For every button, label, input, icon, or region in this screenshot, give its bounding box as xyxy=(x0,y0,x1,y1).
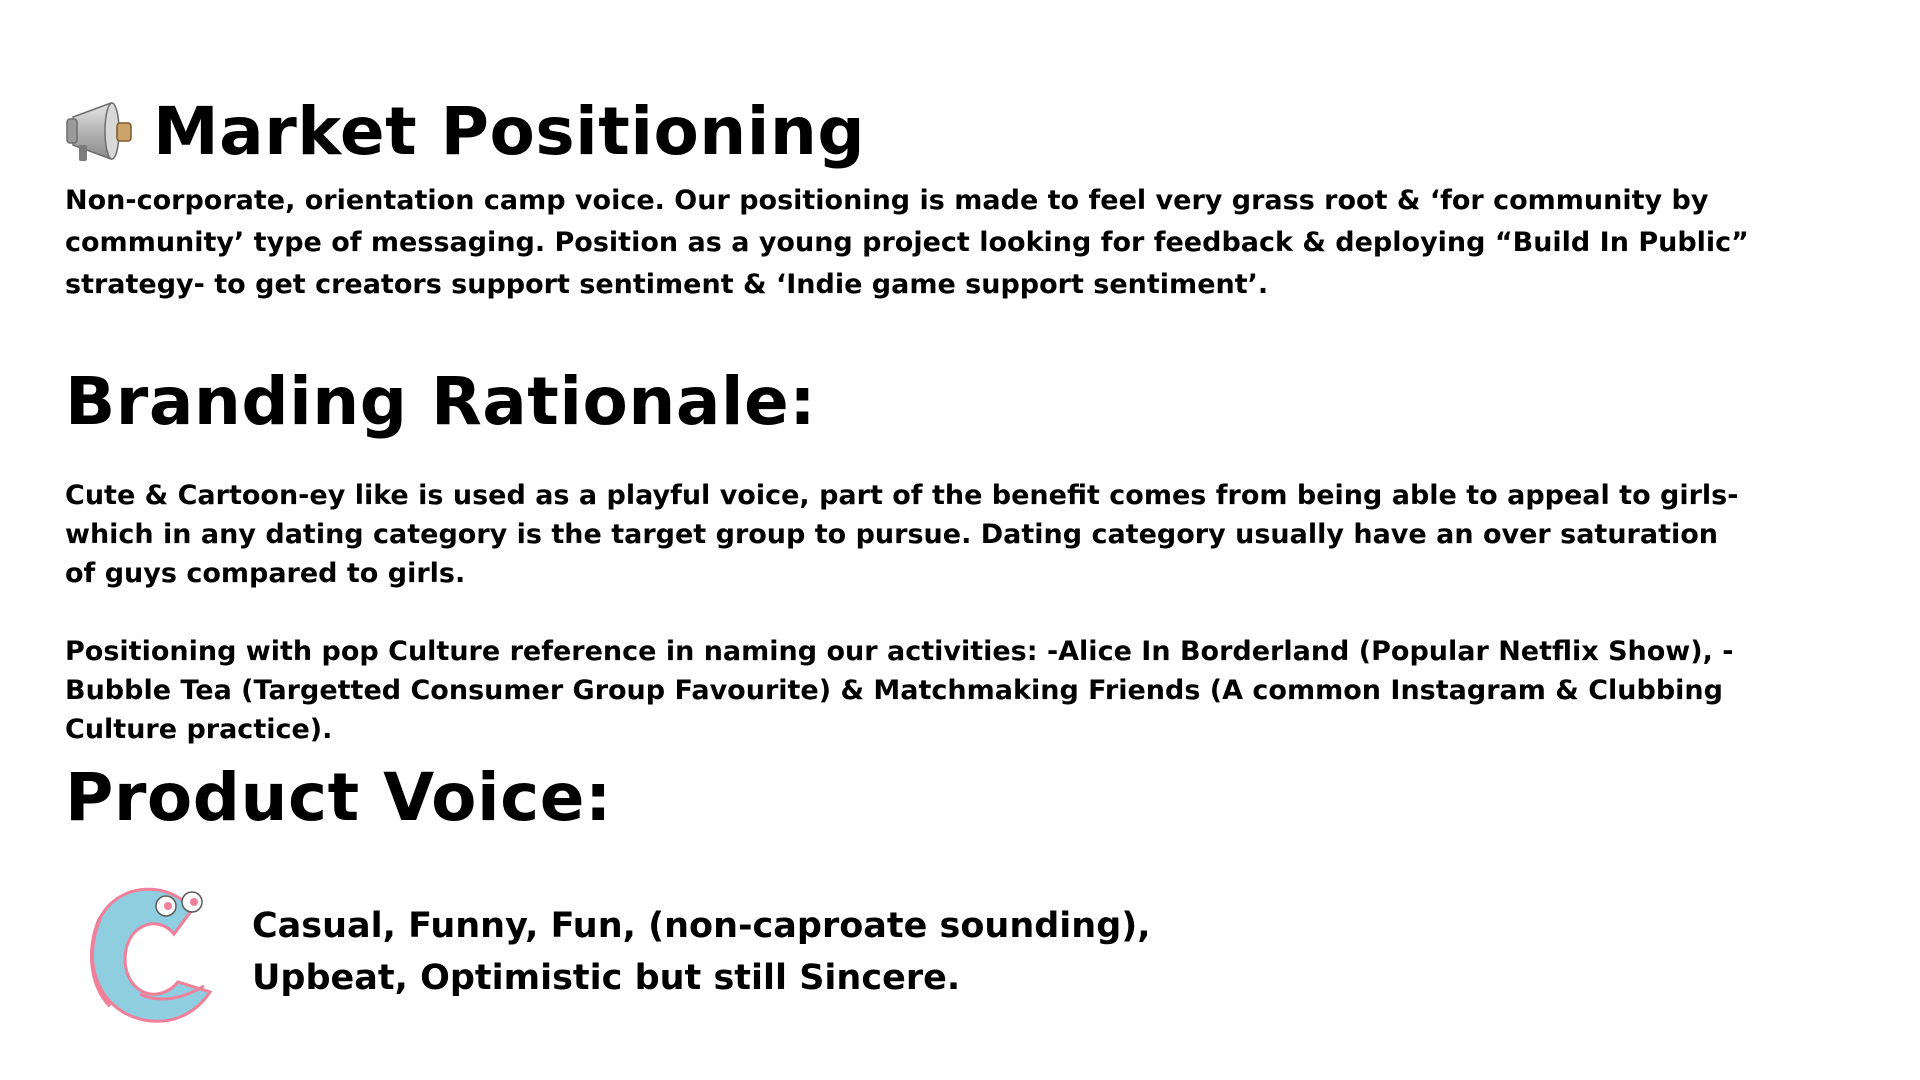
branding-rationale-section xyxy=(65,362,816,442)
branding-rationale-heading: Branding Rationale: xyxy=(65,363,817,440)
market-positioning-heading-row xyxy=(65,92,1755,172)
product-voice-description xyxy=(252,900,1151,1004)
branding-rationale-paragraph-1: Cute & Cartoon-ey like is used as a playful voice, part of the benefit comes from being able to appeal to girls- which in any dating category is the target group to pursue. Dating category usually have an over saturation of guys compared to girls. xyxy=(65,480,1739,589)
branding-rationale-paragraph-2: Positioning with pop Culture reference in naming our activities: -Alice In Borderland (Popular Netflix Show), -Bubble Tea (Targetted Consumer Group Favourite) & Matchmaking Friends (A common Instagram & Clubbing Culture practice). xyxy=(65,636,1734,745)
product-voice-section xyxy=(65,758,612,838)
c-mascot-icon xyxy=(80,870,220,1030)
market-positioning-section xyxy=(65,92,1755,306)
megaphone-icon xyxy=(65,97,135,167)
market-positioning-body: Non-corporate, orientation camp voice. Our positioning is made to feel very grass root & ‘for community by community’ type of messaging. Position as a young project looking for feedback & deploying “Build In Public” strategy- to get creators support sentiment & ‘Indie game support sentiment’. xyxy=(65,185,1749,300)
market-positioning-heading: Market Positioning xyxy=(153,93,866,170)
product-voice-line-1: Casual, Funny, Fun, (non-caproate sounding), xyxy=(252,906,1151,946)
product-voice-line-2: Upbeat, Optimistic but still Sincere. xyxy=(252,958,961,998)
product-voice-heading: Product Voice: xyxy=(65,759,612,836)
